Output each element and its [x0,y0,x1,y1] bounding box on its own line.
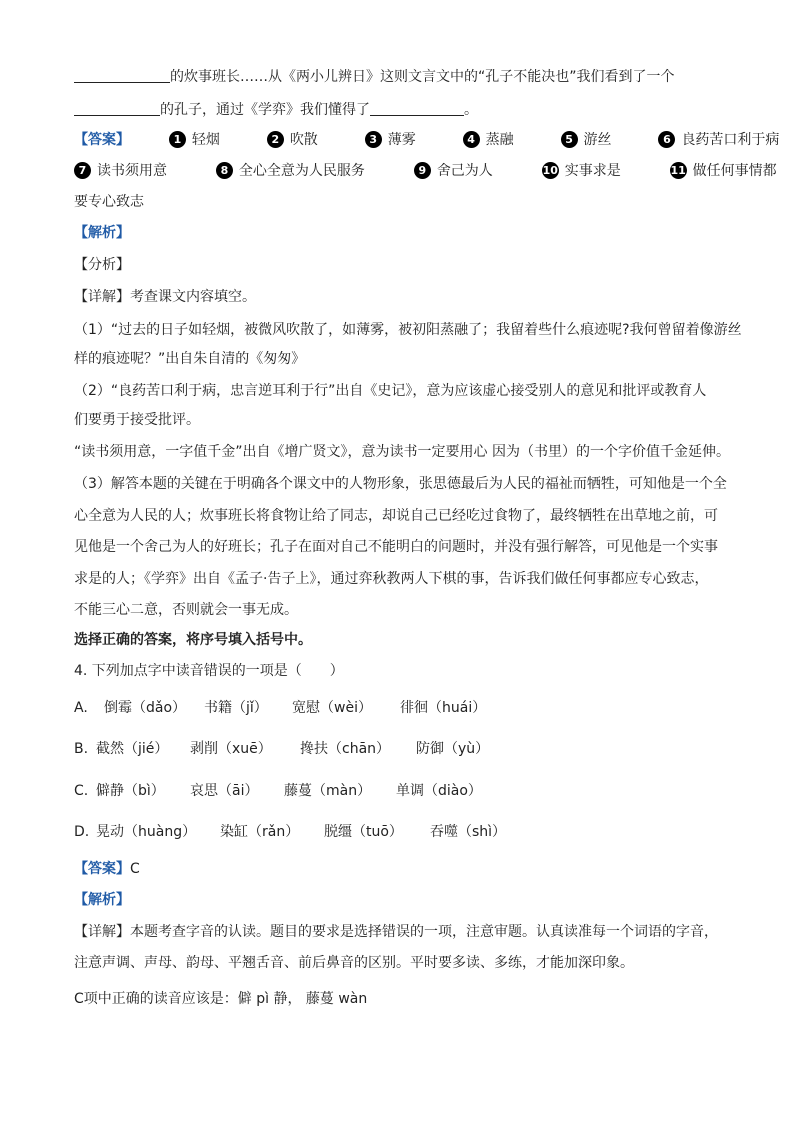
text: 的孔子，通过《学弈》我们懂得了 [160,102,370,118]
option-label: B. [74,741,89,757]
text: 的炊事班长……从《两小儿辨日》这则文言文中的“孔子不能决也”我们看到了一个 [170,69,675,85]
para-2-line-1: （2）“良药苦口利于病，忠言逆耳利于行”出自《史记》，意为应该虚心接受别人的意见和批评或教育人 [74,383,707,399]
circled-number: 4 [463,131,480,148]
detail-tag: 【详解】 [74,924,130,940]
option-word: 吞噬（shì） [430,824,507,840]
answer-item: 蒸融 [485,132,514,148]
para-3-line-4: 求是的人；《学弈》出自《孟子·告子上》，通过弈秋教两人下棋的事，告诉我们做任何事都应专心致志， [74,571,709,587]
option-word: 晃动（huàng） [96,824,197,840]
option-word: 倒霉（dǎo） [104,700,187,716]
option-label: C. [74,783,89,799]
answer-item: 做任何事情都 [692,163,777,179]
option-word: 哀思（āi） [190,783,259,799]
option-word: 剥削（xuē） [190,741,272,757]
option-word: 染缸（rǎn） [220,824,300,840]
q4-detail-line-2: 注意声调、声母、韵母、平翘舌音、前后鼻音的区别。平时要多读、多练，才能加深印象。 [74,955,634,971]
para-3-line-1: （3）解答本题的关键在于明确各个课文中的人物形象，张思德最后为人民的福祉而牺牲，可知他是一个全 [74,476,727,492]
answer-item: 良药苦口利于病 [681,132,780,148]
text: 。 [464,102,478,118]
answer-tag: 【答案】 [74,861,130,877]
option-word: 搀扶（chān） [300,741,391,757]
answer-tag: 【答案】 [74,132,130,148]
para-1-line-1: （1）“过去的日子如轻烟，被微风吹散了，如薄雾，被初阳蒸融了；我留着些什么痕迹呢?我何曾留着像游丝 [74,322,742,338]
circled-number: 7 [74,162,91,179]
option-word: 截然（jié） [96,741,169,757]
answer-item: 吹散 [289,132,318,148]
fenxi-tag: 【分析】 [74,257,130,273]
para-2-line-3: “读书须用意，一字值千金”出自《增广贤文》，意为读书一定要用心 因为（书里）的一个字价值千金延伸。 [74,444,730,460]
circled-number: 1 [169,131,186,148]
option-word: 脱缰（tuō） [324,824,403,840]
circled-number: 2 [267,131,284,148]
circled-number: 11 [670,164,686,177]
para-3-line-3: 见他是一个舍己为人的好班长；孔子在面对自己不能明白的问题时，并没有强行解答，可见他是一个实事 [74,539,718,555]
circled-number: 3 [365,131,382,148]
circled-number: 6 [658,131,675,148]
option-word: 藤蔓（màn） [284,783,372,799]
para-3-line-2: 心全意为人民的人；炊事班长将食物让给了同志，却说自己已经吃过食物了，最终牺牲在出草地之前，可 [74,508,718,524]
answer-item: 实事求是 [564,163,621,179]
circled-number: 8 [216,162,233,179]
option-label: A. [74,700,88,716]
option-word: 宽慰（wèi） [292,700,372,716]
q4-detail-line-1 [74,923,718,941]
detail-line [74,288,256,306]
circled-number: 5 [561,131,578,148]
answer-blank [74,101,160,116]
answer-item: 轻烟 [191,132,220,148]
option-word: 书籍（jǐ） [204,700,268,716]
detail-text: 本题考查字音的认读。题目的要求是选择错误的一项，注意审题。认真读准每一个词语的字音， [130,924,718,940]
q4-correct-line: C项中正确的读音应该是：僻 pì 静， 藤蔓 wàn [74,991,368,1007]
option-word: 防御（yù） [416,741,490,757]
answer-value: C [130,861,140,877]
answer-line [74,860,140,878]
para-1-line-2: 样的痕迹呢？”出自朱自清的《匆匆》 [74,351,306,367]
answer-item: 游丝 [583,132,612,148]
blank-line-2 [74,101,478,119]
answer-item: 读书须用意 [97,163,167,179]
detail-tag: 【详解】 [74,289,130,305]
answer-blank [370,101,464,116]
answer-row-3: 要专心致志 [74,194,144,210]
jiexi-tag: 【解析】 [74,892,130,908]
answer-row-1 [74,131,779,149]
section-heading: 选择正确的答案，将序号填入括号中。 [74,632,312,648]
para-3-line-5: 不能三心二意，否则就会一事无成。 [74,602,298,618]
jiexi-tag: 【解析】 [74,225,130,241]
circled-number: 10 [542,164,558,177]
circled-number: 9 [414,162,431,179]
option-word: 僻静（bì） [96,783,165,799]
answer-blank [74,68,170,83]
option-word: 徘徊（huái） [400,700,487,716]
option-word: 单调（diào） [396,783,482,799]
option-label: D. [74,824,90,840]
answer-item: 全心全意为人民服务 [238,163,365,179]
answer-item: 薄雾 [387,132,416,148]
answer-row-2 [74,162,777,180]
answer-item: 舍己为人 [436,163,493,179]
question-stem: 4. 下列加点字中读音错误的一项是（ ） [74,663,344,679]
para-2-line-2: 们要勇于接受批评。 [74,412,200,428]
detail-text: 考查课文内容填空。 [130,289,256,305]
blank-line-1 [74,68,675,86]
